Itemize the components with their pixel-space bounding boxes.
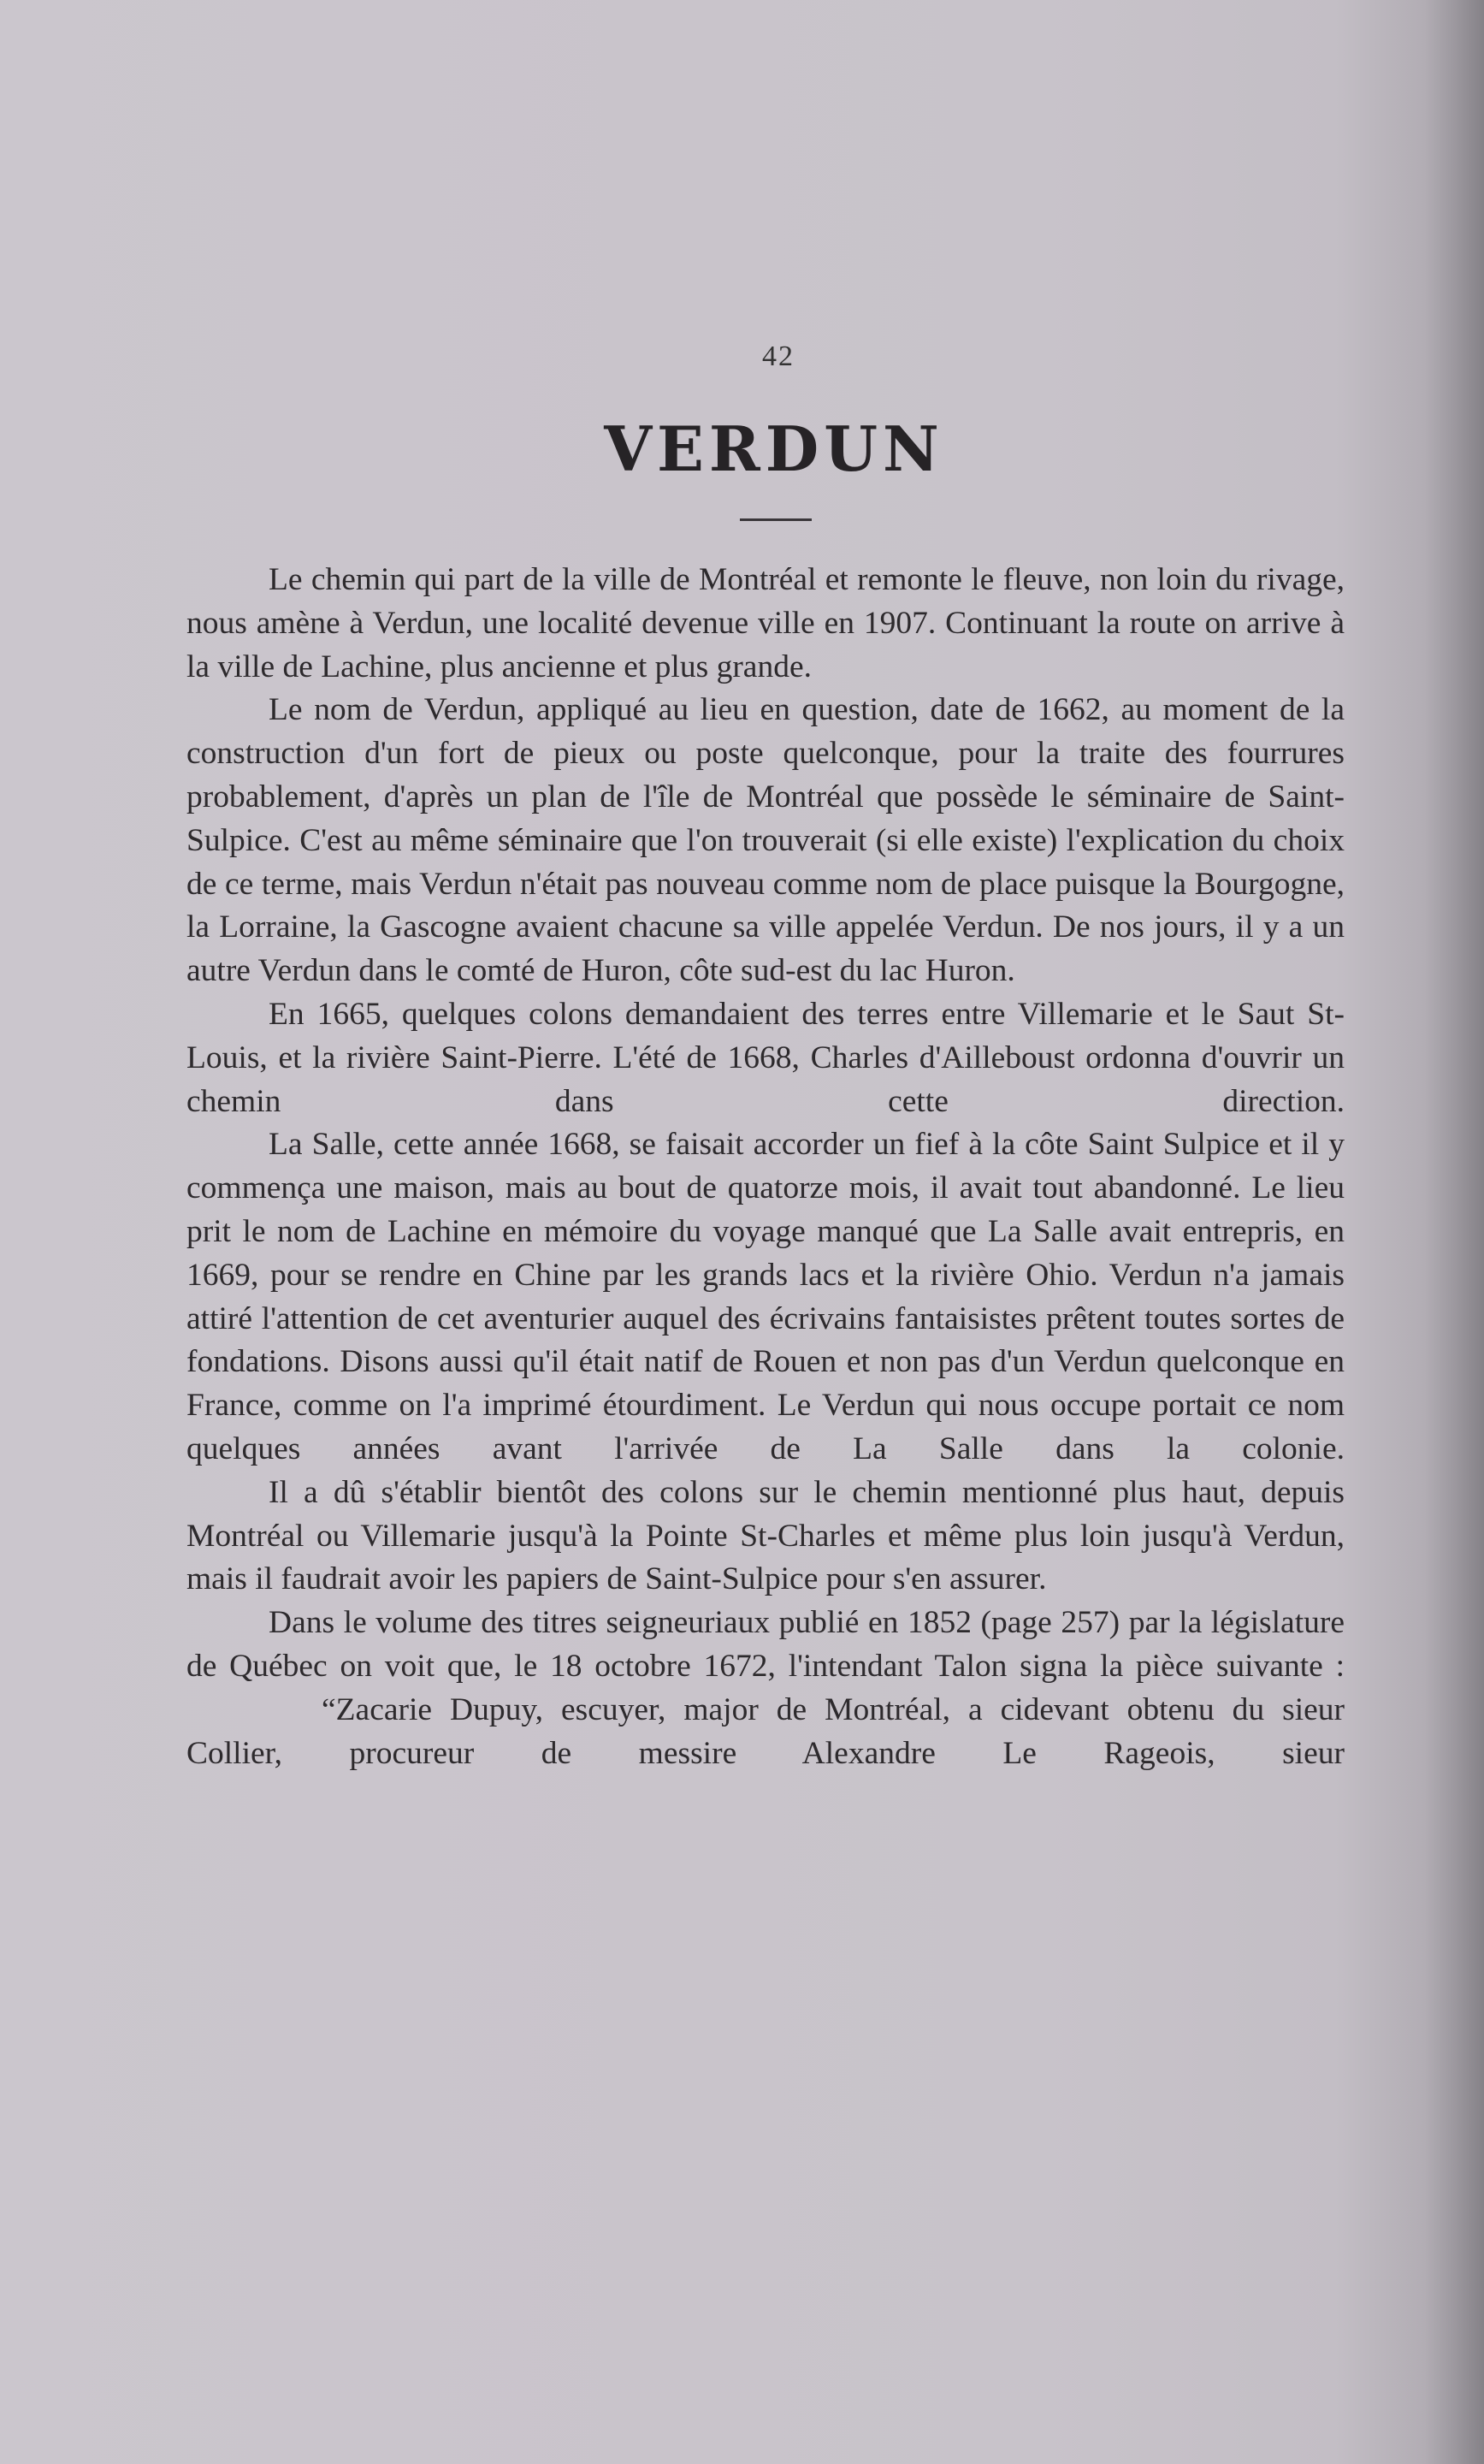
paragraph-5: Il a dû s'établir bientôt des colons sur le chemin mentionné plus haut, depuis Montréal ou Villemarie jusqu'à la Pointe St-Charles et même plus loin jusqu'à Verdun, mais il faudrait avoir les papiers de Saint-Sulpice pour s'en assurer. — [186, 1474, 1345, 1597]
paragraph-2: Le nom de Verdun, appliqué au lieu en question, date de 1662, au moment de la construction d'un fort de pieux ou poste quelconque, pour la traite des fourrures probablement, d'après un plan de l'île de Montréal que possède le séminaire de Saint-Sulpice. C'est au même séminaire que l'on trouverait (si elle existe) l'explication du choix de ce terme, mais Verdun n'était pas nouveau comme nom de place puisque la Bourgogne, la Lorraine, la Gascogne avaient chacune sa ville appelée Verdun. De nos jours, il y a un autre Verdun dans le comté de Huron, côte sud-est du lac Huron. — [186, 692, 1345, 989]
paragraph-1: Le chemin qui part de la ville de Montréal et remonte le fleuve, non loin du rivage, nous amène à Verdun, une localité devenue ville en 1907. Continuant la route on arrive à la ville de Lachine, plus ancienne et plus grande. — [186, 562, 1345, 684]
page-title: VERDUN — [604, 412, 944, 485]
body-text — [186, 559, 1345, 1775]
paragraph-6: Dans le volume des titres seigneuriaux publié en 1852 (page 257) par la législature de Québec on voit que, le 18 octobre 1672, l'intendant Talon signa la pièce suivante : — [186, 1605, 1345, 1684]
quoted-passage: “Zacarie Dupuy, escuyer, major de Montréal, a cidevant obtenu du sieur Collier, procureur de messire Alexandre Le Rageois, sieur — [186, 1691, 1345, 1771]
paragraph-3: En 1665, quelques colons demandaient des terres entre Villemarie et le Saut St-Louis, et la rivière Saint-Pierre. L'été de 1668, Charles d'Ailleboust ordonna d'ouvrir un chemin dans cette direction. — [186, 996, 1345, 1119]
page-number: 42 — [762, 341, 795, 372]
paragraph-4: La Salle, cette année 1668, se faisait accorder un fief à la côte Saint Sulpice et il y commença une maison, mais au bout de quatorze mois, il avait tout abandonné. Le lieu prit le nom de Lachine en mémoire du voyage manqué que La Salle avait entrepris, en 1669, pour se rendre en Chine par les grands lacs et la rivière Ohio. Verdun n'a jamais attiré l'attention de cet aventurier auquel des écrivains fantaisistes prêtent toutes sortes de fondations. Disons aussi qu'il était natif de Rouen et non pas d'un Verdun quelconque en France, comme on l'a imprimé étourdiment. Le Verdun qui nous occupe portait ce nom quelques années avant l'arrivée de La Salle dans la colonie. — [186, 1127, 1345, 1466]
title-divider — [740, 518, 812, 521]
